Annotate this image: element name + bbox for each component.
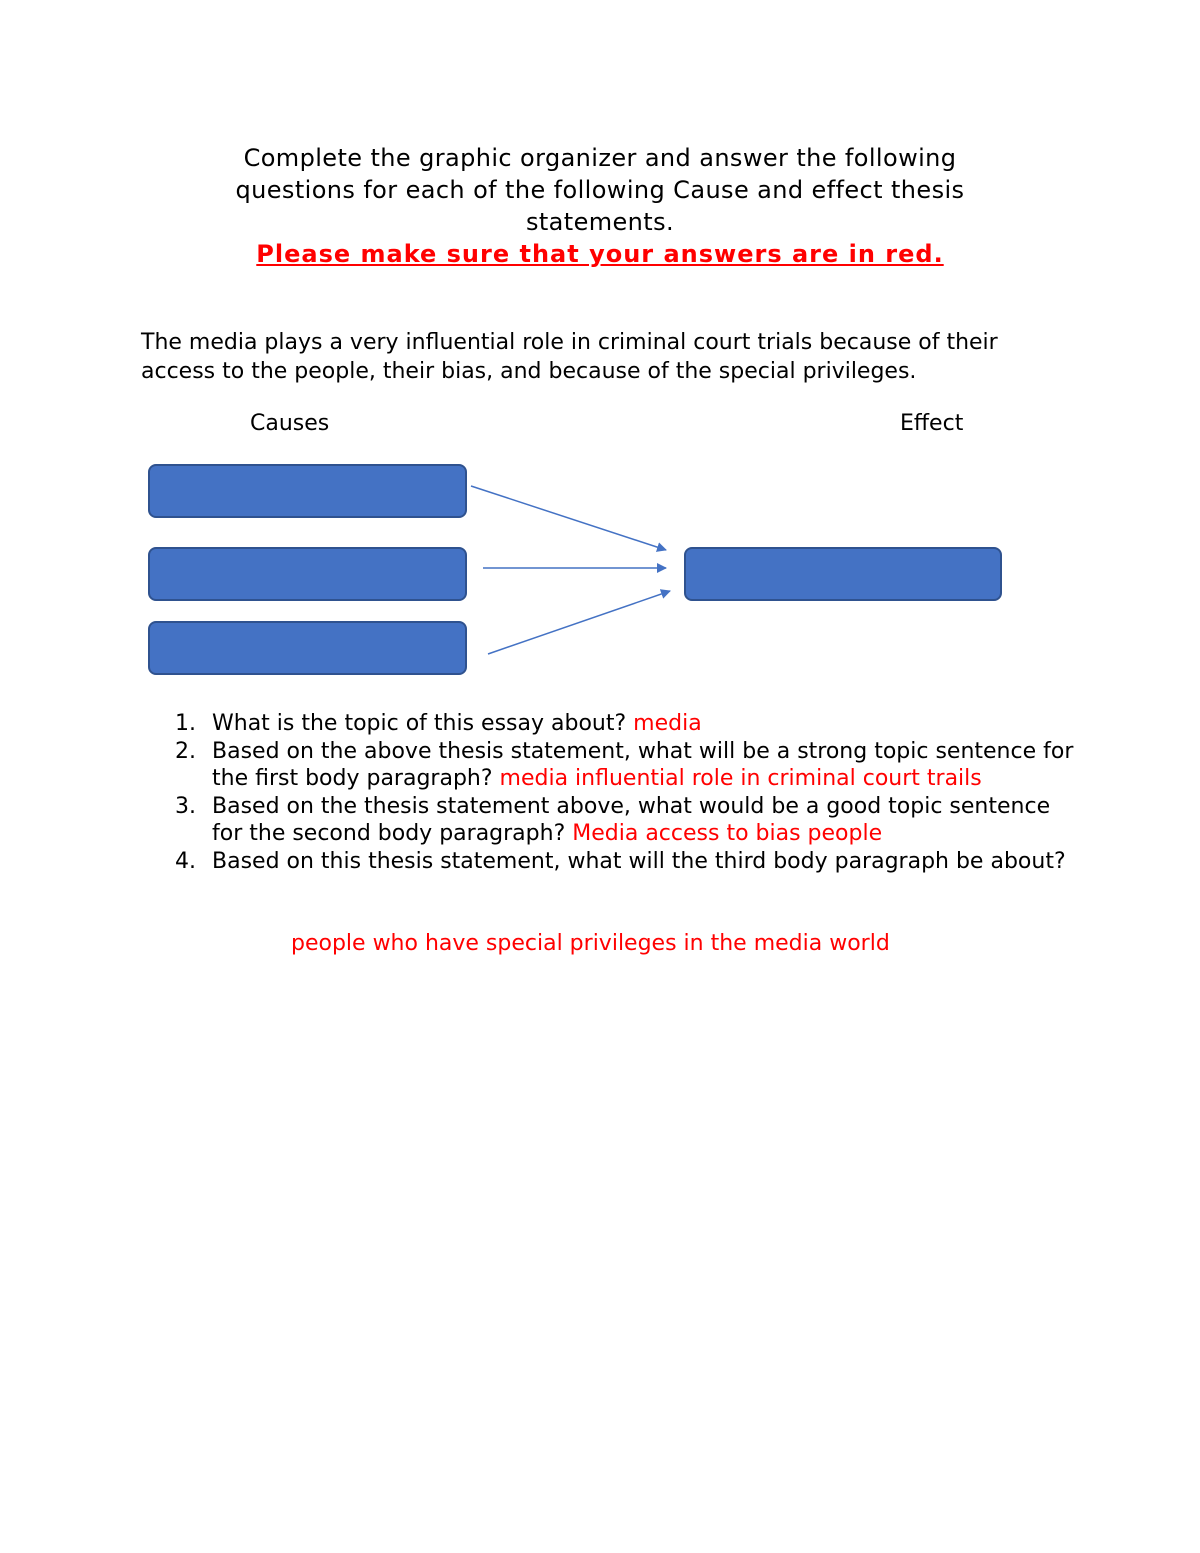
thesis-line-2: access to the people, their bias, and because of the special privileges. [141,359,917,384]
red-answer-notice: Please make sure that your answers are in red. [256,240,944,268]
cause-box-3[interactable] [149,622,466,674]
question-text: Based on the thesis statement above, what would be a good topic sentence for the second body paragraph? [212,793,1051,846]
thesis-line-1: The media plays a very influential role in criminal court trials because of their [141,330,998,355]
thesis-statement [141,328,1081,386]
question-text: Based on this thesis statement, what will the third body paragraph be about? [212,848,1066,874]
instructions-line-3: statements. [525,208,675,236]
effect-box[interactable] [685,548,1001,600]
answer-text: media influential role in criminal court trails [499,766,982,791]
question-number: 1. [175,711,196,736]
arrow-cause-3 [488,591,670,654]
question-text: Based on the above thesis statement, what will be a strong topic sentence for the first body paragraph? [212,738,1074,791]
answer-block-4 [212,930,1112,958]
answer-text: Media access to bias people [572,821,883,846]
instructions-line-1: Complete the graphic organizer and answer the following [243,144,957,172]
question-item-2 [175,738,1075,793]
question-text: What is the topic of this essay about? [212,711,634,736]
effect-label: Effect [900,411,964,436]
instructions-line-2: questions for each of the following Cause and effect thesis [235,176,965,204]
question-number: 4. [175,848,196,874]
arrow-cause-1 [471,486,666,550]
causes-label: Causes [250,411,330,436]
question-item-3 [175,793,1075,848]
answer-text: media [633,711,702,736]
cause-box-2[interactable] [149,548,466,600]
cause-box-1[interactable] [149,465,466,517]
question-item-4 [175,848,1075,876]
question-list [175,710,1075,875]
question-number: 2. [175,738,196,764]
instructions [150,142,1050,270]
question-number: 3. [175,793,196,819]
question-item-1 [175,710,1075,738]
answer-text: people who have special privileges in the media world [291,931,890,956]
